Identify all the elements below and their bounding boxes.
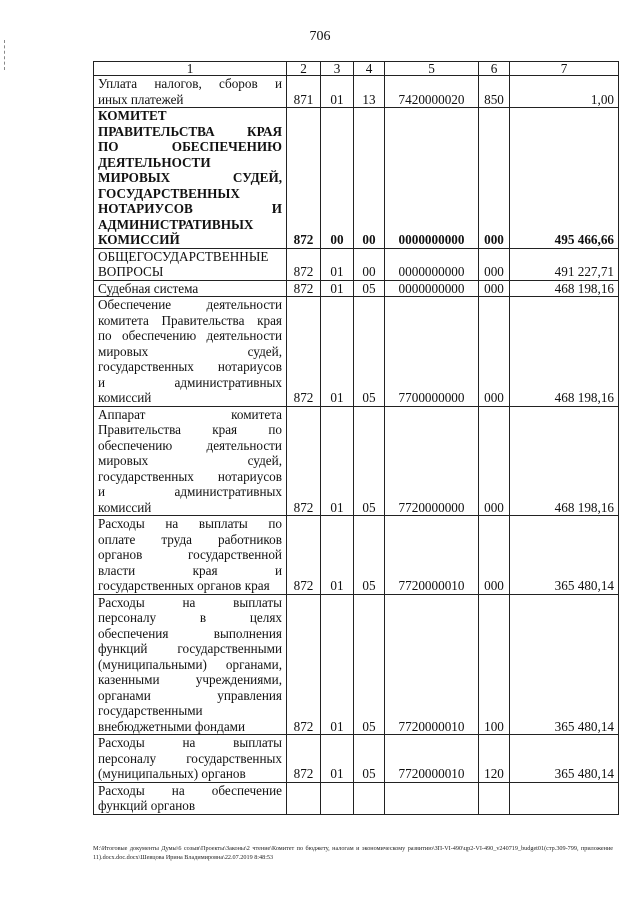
row-name-line: персоналу государственных [98,750,282,766]
row-name [94,735,287,783]
row-subsection: 05 [354,594,385,735]
row-subsection: 05 [354,280,385,297]
row-expense-type: 000 [479,248,510,280]
row-expense-type: 000 [479,406,510,516]
row-name-line: ВОПРОСЫ [98,264,164,279]
row-code [287,782,321,814]
row-name-line: Расходы на выплаты по [98,516,282,531]
row-target-article: 0000000000 [385,280,479,297]
row-subsection: 05 [354,297,385,407]
row-name-line: Судебная система [98,280,199,296]
row-name-line: государственными [98,703,203,718]
row-name-line: ДЕЯТЕЛЬНОСТИ [98,154,211,170]
row-amount: 1,00 [510,76,619,108]
row-name-line: КОМИССИЙ [98,232,180,247]
row-name-line: МИРОВЫХ СУДЕЙ, [98,170,282,185]
row-code: 872 [287,516,321,595]
row-name-line: органами управления [98,687,282,703]
row-amount: 365 480,14 [510,516,619,595]
row-name-line: казенными учреждениями, [98,672,282,687]
row-target-article: 7720000010 [385,594,479,735]
row-name-line: обеспечению деятельности [98,437,282,453]
row-code: 872 [287,280,321,297]
row-name [94,108,287,249]
row-expense-type: 850 [479,76,510,108]
row-name-line: комиссий [98,390,152,405]
row-name [94,516,287,595]
budget-table [93,61,619,815]
row-name-line: ПО ОБЕСПЕЧЕНИЮ [98,139,282,154]
table-row [94,280,619,297]
row-target-article: 7420000020 [385,76,479,108]
row-section: 00 [321,108,354,249]
table-row [94,735,619,783]
header-cell: 2 [287,62,321,76]
row-name-line: (муниципальных) органов [98,766,246,781]
row-code: 872 [287,594,321,735]
table-row [94,297,619,407]
row-section: 01 [321,280,354,297]
row-code: 872 [287,297,321,407]
page-number: 706 [309,29,331,44]
table-row [94,108,619,249]
row-expense-type: 120 [479,735,510,783]
row-name-line: Уплата налогов, сборов и [98,76,282,91]
row-section: 01 [321,248,354,280]
row-name [94,406,287,516]
row-subsection: 05 [354,406,385,516]
row-subsection: 00 [354,248,385,280]
table-row [94,406,619,516]
row-subsection [354,782,385,814]
header-cell: 4 [354,62,385,76]
row-amount: 468 198,16 [510,297,619,407]
row-name-line: Расходы на выплаты [98,594,282,610]
table-row [94,782,619,814]
row-target-article: 0000000000 [385,108,479,249]
row-name [94,297,287,407]
row-code: 872 [287,248,321,280]
row-amount [510,782,619,814]
row-subsection: 13 [354,76,385,108]
row-target-article [385,782,479,814]
row-name-line: Правительства края по [98,422,282,437]
table-header-row [94,62,619,76]
row-name [94,594,287,735]
row-name-line: НОТАРИУСОВ И [98,201,282,216]
row-section: 01 [321,735,354,783]
row-amount: 468 198,16 [510,280,619,297]
row-name-line: функций государственными [98,641,282,656]
row-name-line: мировых судей, [98,343,282,359]
row-expense-type: 000 [479,297,510,407]
table-row [94,516,619,595]
row-name [94,280,287,297]
row-code: 872 [287,406,321,516]
row-section: 01 [321,594,354,735]
row-name-line: внебюджетными фондами [98,718,246,734]
row-name [94,782,287,814]
row-expense-type [479,782,510,814]
row-name-line: и административных [98,374,282,390]
row-amount: 491 227,71 [510,248,619,280]
row-target-article: 7720000010 [385,735,479,783]
row-section: 01 [321,516,354,595]
header-cell: 6 [479,62,510,76]
table-row [94,594,619,735]
row-name-line: органов государственной [98,547,282,562]
row-amount: 365 480,14 [510,594,619,735]
row-name-line: иных платежей [98,91,184,107]
row-name-line: Аппарат комитета [98,406,282,422]
row-target-article: 7720000010 [385,516,479,595]
row-subsection: 05 [354,516,385,595]
header-cell: 3 [321,62,354,76]
row-section [321,782,354,814]
row-name-line: по обеспечению деятельности [98,328,282,343]
row-amount: 495 466,66 [510,108,619,249]
row-subsection: 05 [354,735,385,783]
row-expense-type: 000 [479,280,510,297]
row-target-article: 7700000000 [385,297,479,407]
row-amount: 468 198,16 [510,406,619,516]
row-name-line: мировых судей, [98,453,282,468]
row-name-line: функций органов [98,798,196,813]
document-path-footer: M:\Итоговые документы Думы\6 созыв\Проекты\Законы\2 чтение\Комитет по бюджету, налогам и экономическому развитию\ЗП-VI-490\цр2-VI-490_v240719_budget01(стр.309-799, приложение 11).docx.doc.docx\Шевцова Ирина Владимировна\22.07.2019 8:48:53 [93,845,613,861]
row-name-line: Обеспечение деятельности [98,297,282,312]
header-cell: 5 [385,62,479,76]
header-cell: 7 [510,62,619,76]
row-name-line: Расходы на выплаты [98,735,282,750]
row-name-line: ПРАВИТЕЛЬСТВА КРАЯ [98,123,282,139]
row-name-line: ОБЩЕГОСУДАРСТВЕННЫЕ [98,248,269,264]
row-name-line: оплате труда работников [98,531,282,547]
row-name-line: КОМИТЕТ [98,108,167,123]
row-name-line: государственных органов края [98,578,270,593]
row-section: 01 [321,76,354,108]
header-cell: 1 [94,62,287,76]
row-name-line: государственных нотариусов [98,359,282,374]
row-expense-type: 000 [479,108,510,249]
row-name [94,248,287,280]
row-subsection: 00 [354,108,385,249]
row-expense-type: 000 [479,516,510,595]
row-expense-type: 100 [479,594,510,735]
row-name-line: комиссий [98,499,152,515]
row-target-article: 0000000000 [385,248,479,280]
row-amount: 365 480,14 [510,735,619,783]
row-code: 872 [287,735,321,783]
row-name-line: и административных [98,484,282,499]
row-name-line: АДМИНИСТРАТИВНЫХ [98,216,254,232]
table-row [94,248,619,280]
row-target-article: 7720000000 [385,406,479,516]
row-name-line: персоналу в целях [98,610,282,625]
row-code: 871 [287,76,321,108]
row-name-line: комитета Правительства края [98,312,282,328]
row-name-line: ГОСУДАРСТВЕННЫХ [98,185,240,201]
row-name-line: власти края и [98,562,282,578]
table-row [94,76,619,108]
row-name-line: Расходы на обеспечение [98,782,282,798]
row-code: 872 [287,108,321,249]
row-name-line: обеспечения выполнения [98,625,282,641]
row-section: 01 [321,406,354,516]
row-name [94,76,287,108]
row-name-line: государственных нотариусов [98,468,282,484]
row-section: 01 [321,297,354,407]
row-name-line: (муниципальными) органами, [98,656,282,672]
